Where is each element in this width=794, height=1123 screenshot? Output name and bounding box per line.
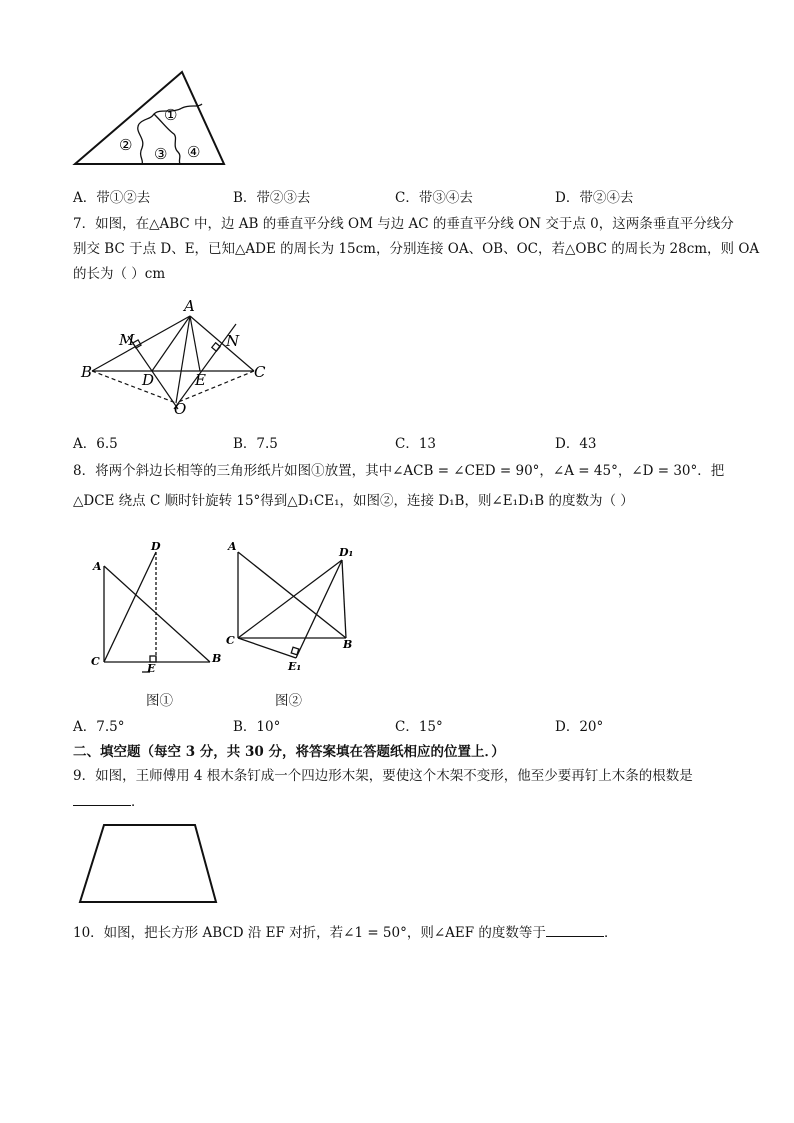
q7-option-a: A．6.5: [73, 436, 118, 452]
q7-label-n: N: [226, 332, 240, 350]
q7-label-d: D: [142, 371, 155, 389]
q7-label-c: C: [254, 363, 266, 381]
q6-figure: [72, 68, 232, 168]
q9-line-end: ．: [131, 794, 145, 810]
q8-fig1-label-b: B: [212, 652, 222, 665]
q8-figure-1: [86, 538, 226, 678]
q8-fig1-label-e: E: [147, 662, 156, 675]
q8-fig1-label-c: C: [91, 655, 100, 668]
q6-crack-2: [138, 124, 143, 164]
q9-trapezoid: [80, 825, 216, 902]
q9-text-line-1: 9．如图，王师傅用 4 根木条钉成一个四边形木架，要使这个木架不变形，他至少要再钉上木条的根数是: [73, 768, 693, 784]
q6-label-4: ④: [187, 143, 201, 161]
q7-option-d: D．43: [555, 436, 597, 452]
q7-text-line-3: 的长为（ ）cm: [73, 266, 166, 282]
q8-text-line-1: 8．将两个斜边长相等的三角形纸片如图①放置，其中∠ACB = ∠CED = 90°，∠A = 45°，∠D = 30°．把: [73, 463, 725, 479]
q7-text-line-1: 7．如图，在△ABC 中，边 AB 的垂直平分线 OM 与边 AC 的垂直平分线 ON 交于点 0，这两条垂直平分线分: [73, 216, 734, 232]
q7-label-e: E: [195, 371, 206, 389]
q6-option-c: C．带③④去: [395, 190, 473, 206]
q8-caption-1: 图①: [146, 693, 173, 709]
q7-option-b: B．7.5: [233, 436, 278, 452]
q6-option-a: A．带①②去: [73, 190, 151, 206]
q8-option-c: C．15°: [395, 719, 443, 735]
q8-option-b: B．10°: [233, 719, 281, 735]
q10-text: [73, 922, 617, 943]
q9-figure: [74, 820, 224, 910]
q6-option-d: D．带②④去: [555, 190, 634, 206]
q7-label-o: O: [174, 400, 187, 418]
q7-figure: [78, 296, 278, 418]
q8-option-d: D．20°: [555, 719, 604, 735]
q6-label-3: ③: [154, 145, 168, 163]
q10-end: ．: [603, 925, 618, 941]
section-2-title: 二、填空题（每空 3 分，共 30 分，将答案填在答题纸相应的位置上．）: [73, 744, 505, 760]
q10-answer-blank: [546, 922, 604, 937]
q8-figure-2: [224, 540, 364, 680]
q8-fig2-label-d1: D₁: [339, 546, 354, 559]
q7-label-m: M: [119, 331, 135, 349]
q7-label-b: B: [81, 363, 93, 381]
q7-text-line-2: 别交 BC 于点 D、E，已知△ADE 的周长为 15cm，分别连接 OA、OB、OC，若△OBC 的周长为 28cm，则 OA: [73, 241, 760, 257]
q7-label-a: A: [184, 297, 195, 315]
q8-fig1-label-a: A: [93, 560, 102, 573]
q8-fig2-label-e1: E₁: [288, 660, 302, 673]
q6-label-1: ①: [164, 106, 178, 124]
q10-question: 10．如图，把长方形 ABCD 沿 EF 对折，若∠1 = 50°，则∠AEF 的度数等于: [73, 925, 546, 941]
q8-fig2-label-b: B: [343, 638, 353, 651]
q6-label-2: ②: [119, 136, 133, 154]
q8-caption-2: 图②: [275, 693, 302, 709]
q9-answer-line: [73, 791, 145, 812]
q7-option-c: C．13: [395, 436, 437, 452]
q8-fig2-label-c: C: [226, 634, 235, 647]
q8-text-line-2: △DCE 绕点 C 顺时针旋转 15°得到△D₁CE₁，如图②，连接 D₁B，则∠E₁D₁B 的度数为（ ）: [73, 493, 634, 509]
q9-answer-blank: [73, 791, 131, 806]
q8-option-a: A．7.5°: [73, 719, 125, 735]
q6-option-b: B．带②③去: [233, 190, 311, 206]
q8-fig1-label-d: D: [151, 540, 161, 553]
q8-fig2-label-a: A: [228, 540, 237, 553]
